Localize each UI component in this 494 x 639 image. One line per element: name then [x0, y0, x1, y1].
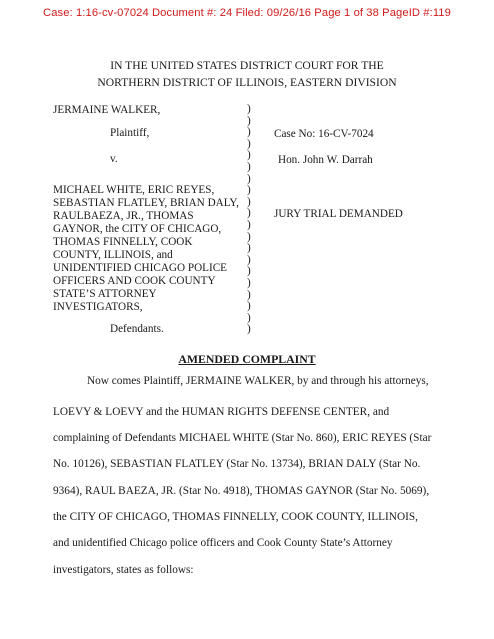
defendant-line: RAULBAEZA, JR., THOMAS — [53, 210, 194, 222]
defendant-line: GAYNOR, the CITY OF CHICAGO, — [53, 223, 222, 235]
document-title: AMENDED COMPLAINT — [178, 352, 316, 366]
body-line: investigators, states as follows: — [53, 564, 194, 576]
body-line: 9364), RAUL BAEZA, JR. (Star No. 4918), THOMAS GAYNOR (Star No. 5069), — [53, 485, 430, 497]
caption-paren-column — [247, 104, 251, 336]
caption-paren: ) — [247, 300, 251, 313]
caption-paren: ) — [247, 276, 251, 289]
body-line: LOEVY & LOEVY and the HUMAN RIGHTS DEFENSE CENTER, and — [53, 406, 390, 418]
caption-paren: ) — [247, 126, 251, 139]
filing-stamp: Case: 1:16-cv-07024 Document #: 24 Filed: 09/26/16 Page 1 of 38 PageID #:119 — [43, 7, 451, 19]
caption-paren: ) — [247, 160, 251, 173]
body-line: the CITY OF CHICAGO, THOMAS FINNELLY, COOK COUNTY, ILLINOIS, — [53, 511, 418, 523]
case-number: Case No: 16-CV-7024 — [274, 128, 374, 140]
caption-paren: ) — [247, 242, 251, 255]
caption-paren: ) — [247, 195, 251, 208]
plaintiff-label: Plaintiff, — [110, 127, 150, 139]
body-line: complaining of Defendants MICHAEL WHITE (Star No. 860), ERIC REYES (Star — [53, 432, 432, 444]
defendant-line: COUNTY, ILLINOIS, and — [53, 249, 173, 261]
court-heading — [0, 57, 494, 91]
caption-paren: ) — [247, 288, 251, 301]
caption-paren: ) — [247, 149, 251, 162]
defendant-line: UNIDENTIFIED CHICAGO POLICE — [53, 262, 228, 274]
caption-paren: ) — [247, 218, 251, 231]
court-heading-line-2: NORTHERN DISTRICT OF ILLINOIS, EASTERN DIVISION — [97, 76, 397, 89]
defendant-line: OFFICERS AND COOK COUNTY — [53, 275, 216, 287]
plaintiff-name: JERMAINE WALKER, — [53, 104, 161, 116]
versus: v. — [110, 153, 118, 165]
caption-paren: ) — [247, 253, 251, 266]
caption-paren: ) — [247, 265, 251, 278]
judge-name: Hon. John W. Darrah — [278, 154, 373, 166]
caption-paren: ) — [247, 184, 251, 197]
caption-paren: ) — [247, 137, 251, 150]
caption-paren: ) — [247, 207, 251, 220]
caption-paren: ) — [247, 323, 251, 336]
defendant-line: INVESTIGATORS, — [53, 301, 143, 313]
caption-paren: ) — [247, 114, 251, 127]
defendant-line: STATE’S ATTORNEY — [53, 288, 157, 300]
defendant-line: MICHAEL WHITE, ERIC REYES, — [53, 184, 215, 196]
body-line: Now comes Plaintiff, JERMAINE WALKER, by and through his attorneys, — [87, 375, 429, 387]
body-line: and unidentified Chicago police officers and Cook County State’s Attorney — [53, 537, 393, 549]
caption-paren: ) — [247, 230, 251, 243]
defendant-line: SEBASTIAN FLATLEY, BRIAN DALY, — [53, 197, 239, 209]
defendant-line: THOMAS FINNELLY, COOK — [53, 236, 193, 248]
defendants-label: Defendants. — [110, 323, 164, 335]
caption-paren: ) — [247, 311, 251, 324]
jury-demand: JURY TRIAL DEMANDED — [274, 208, 403, 220]
caption-paren: ) — [247, 172, 251, 185]
caption-paren: ) — [247, 103, 251, 115]
court-heading-line-1: IN THE UNITED STATES DISTRICT COURT FOR THE — [110, 59, 384, 72]
body-line: No. 10126), SEBASTIAN FLATLEY (Star No. 13734), BRIAN DALY (Star No. — [53, 458, 421, 470]
